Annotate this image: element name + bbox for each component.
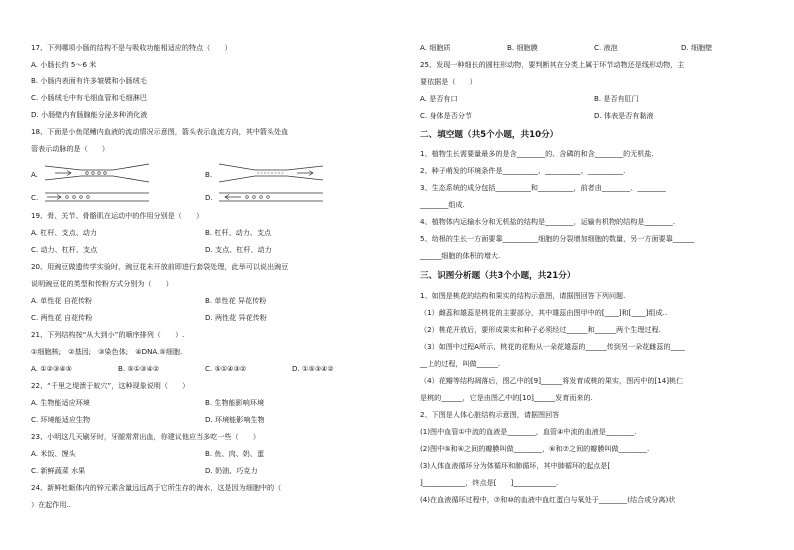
q24-option-b: B. 细胞膜 [507, 43, 538, 52]
q22-option-d: D. 环境能影响生物 [205, 415, 265, 424]
s2-line-5: 4、植物体内运输水分和无机盐的结构是________，运输有机物的结构是________. [420, 217, 676, 226]
s3-line-11: (3)人体血液循环分为体循环和肺循环，其中肺循环的起点是[ [420, 461, 611, 470]
section2-title: 二、填空题（共5个小题，共10分） [420, 130, 559, 140]
q17-option-c: C. 小肠绒毛中有毛细血管和毛细淋巴 [31, 93, 147, 102]
q25-option-a: A. 是否有口 [420, 94, 458, 103]
q18-stem-line2: 管表示动脉的是（ ） [31, 144, 110, 153]
q22-stem: 22、“千里之堤溃于蚁穴”，这种现象说明（ ） [31, 381, 190, 390]
q25-option-d: D. 体表是否有黏液 [594, 111, 654, 120]
q17-stem: 17、下列哪项小肠的结构不是与吸收功能相适应的特点（ ） [31, 43, 232, 52]
q18-stem-line1: 18、下面是小鱼尾鳍内血液的流动情况示意图，箭头表示血流方向，其中箭头处血 [31, 127, 289, 136]
s2-line-2: 2、种子萌发的环境条件是__________、__________、__________. [420, 166, 626, 175]
q22-option-a: A. 生物能适应环境 [31, 398, 90, 407]
q18-option-c: C. [31, 193, 39, 202]
s3-line-10: (2)图中⑤和⑥之间的瓣膜叫做________，⑥和⑦之间的瓣膜叫做________. [420, 444, 650, 453]
s2-line-4: ________组成. [420, 200, 465, 209]
s3-line-9: (1)图中血管①中流的血液是________，血管④中流的血液是________. [420, 427, 637, 436]
s3-line-4: （3）如图中过程A所示，桃花的花粉从一朵花雄蕊的______传到另一朵花雌蕊的____ [420, 342, 685, 351]
s2-line-7: ______细胞的体积的增大. [420, 251, 501, 260]
vessel-diagram-c [43, 187, 153, 207]
vessel-diagram-d [217, 187, 327, 207]
q18-option-b: B. [205, 170, 213, 179]
q23-option-d: D. 奶油、巧克力 [205, 466, 258, 475]
q24-option-c: C. 液泡 [594, 43, 618, 52]
q18-option-a: A. [31, 170, 38, 179]
q21-option-c: C. ⑤①④③② [205, 364, 247, 373]
s3-line-3: （2）桃花开放后，要形成果实和种子必须经过______和______两个生理过程. [420, 325, 661, 334]
q20-stem-line2: 说明豌豆花的类型和传粉方式分别为（ ） [31, 279, 173, 288]
q20-option-b: B. 单性花 异花传粉 [205, 296, 267, 305]
q20-option-c: C. 两性花 自花传粉 [31, 313, 93, 322]
q23-option-c: C. 新鲜蔬菜 水果 [31, 466, 86, 475]
q19-option-c: C. 动力、杠杆、支点 [31, 245, 98, 254]
q23-option-a: A. 米饭、馒头 [31, 449, 76, 458]
q25-option-b: B. 是否有肛门 [594, 94, 639, 103]
q20-stem-line1: 20、用豌豆做遗传学实验时，豌豆花未开放前即进行套袋处理，此举可以说出豌豆 [31, 262, 289, 271]
q22-option-c: C. 环境能适应生物 [31, 415, 91, 424]
s3-line-7: 是桃的______，它是由图乙中的[10]______发育而来的. [420, 393, 593, 402]
s3-line-1: 1、如图是桃花的结构和果实的结构示意图，请据图回答下列问题. [420, 291, 626, 300]
q17-option-b: B. 小肠内表面有许多皱襞和小肠绒毛 [31, 76, 147, 85]
q22-option-b: B. 生物能影响环境 [205, 398, 265, 407]
s3-line-12: ]____________，终点是[ ]____________. [420, 478, 559, 487]
q23-stem: 23、小明这几天刷牙时，牙龈常常出血，你建议他应当多吃一些（ ） [31, 432, 260, 441]
q24-option-d: D. 细胞壁 [681, 43, 713, 52]
vessel-diagram-a [43, 162, 153, 184]
q19-option-a: A. 杠杆、支点、动力 [31, 228, 97, 237]
q21-items: ①细胞核; ②基因; ③染色体; ④DNA.⑤细胞. [31, 347, 183, 356]
q20-option-d: D. 两性花 异花传粉 [205, 313, 267, 322]
q21-stem: 21、下列结构按“从大到小”的顺序排列（ ）. [31, 330, 185, 339]
section3-title: 三、识图分析题（共3个小题，共21分） [420, 271, 576, 281]
q24-stem-line1: 24、新鲜牡蛎体内的锌元素含量远远高于它所生存的海水，这是因为细胞中的（ [31, 483, 296, 492]
q21-option-d: D. ①⑤③④② [292, 364, 334, 373]
vessel-diagram-b [217, 162, 327, 184]
q25-option-c: C. 身体是否分节 [420, 111, 473, 120]
s2-line-6: 5、幼根的生长一方面要靠__________细胞的分裂增加细胞的数量，另一方面要靠______ [420, 234, 695, 243]
q23-option-b: B. 鱼、肉、奶、蛋 [205, 449, 265, 458]
q25-stem-line2: 要依据是（ ） [420, 77, 477, 86]
s3-line-2: （1）雌蕊和雄蕊是桃花的主要部分，其中雄蕊由图甲中的[____]和[____]组成.. [420, 308, 668, 317]
q24-option-a: A. 细胞质 [420, 43, 451, 52]
q19-stem: 19、骨、关节、骨骼肌在运动中的作用分别是（ ） [31, 211, 204, 220]
q20-option-a: A. 单性花 自花传粉 [31, 296, 93, 305]
q17-option-a: A. 小肠长约 5～6 米 [31, 60, 97, 69]
s2-line-3: 3、生态系统的成分包括__________和__________，前者由________、________ [420, 183, 666, 192]
s3-line-8: 2、下图是人体心脏结构示意图，请据图回答 [420, 410, 560, 419]
s3-line-6: （4）花瓣等结构凋落后，图乙中的[9]______将发育成桃的果实，图丙中的[14]桃仁 [420, 376, 684, 385]
q21-option-b: B. ⑤①③④② [118, 364, 160, 373]
s2-line-1: 1、植物生长需要量最多的是含________的、含磷的和含________的无机盐. [420, 149, 654, 158]
q19-option-b: B. 杠杆、动力、支点 [205, 228, 272, 237]
q25-stem-line1: 25、发现一种细长的圆柱形动物，要判断其在分类上属于环节动物还是线形动物，主 [420, 60, 685, 69]
q19-option-d: D. 支点、杠杆、动力 [205, 245, 272, 254]
q24-stem-line2: ）在起作用.. [31, 500, 71, 509]
s3-line-5: __上的过程，叫做______. [420, 359, 501, 368]
q17-option-d: D. 小肠壁内有肠腺能分泌多种消化液 [31, 110, 148, 119]
q21-option-a: A. ①②③④⑤ [31, 364, 73, 373]
s3-line-13: (4)在血液循环过程中，⑦和⑩的血液中血红蛋白与氧处于________(结合或分离)状 [420, 495, 676, 504]
q18-option-d: D. [205, 193, 213, 202]
